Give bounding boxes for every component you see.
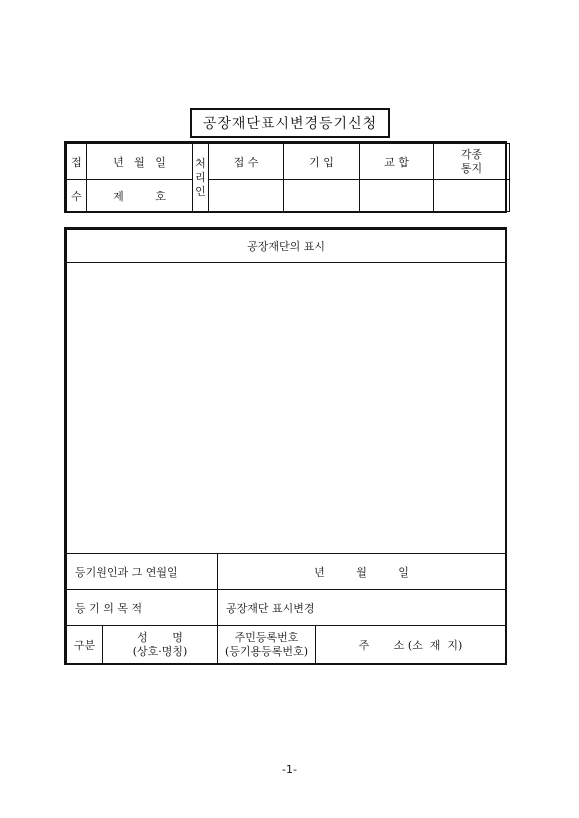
- name-header: 성 명 (상호·명칭): [103, 626, 218, 664]
- receipt-table: [64, 141, 507, 213]
- receipt-jeopsu: 접 수: [209, 144, 284, 180]
- purpose-value: 공장재단 표시변경: [218, 590, 506, 626]
- purpose-label: 등 기 의 목 적: [67, 590, 218, 626]
- receipt-gyohap-cell[interactable]: [360, 180, 434, 212]
- cause-date-label: 등기원인과 그 연월일: [67, 554, 218, 590]
- receipt-giip: 기 입: [284, 144, 360, 180]
- form-title: [190, 108, 390, 138]
- cause-date-value[interactable]: 년 월 일: [218, 554, 506, 590]
- receipt-gakjong-cell[interactable]: [434, 180, 510, 212]
- application-table: [64, 227, 507, 665]
- form-title-text: 공장재단표시변경등기신청: [202, 116, 378, 132]
- receipt-giip-cell[interactable]: [284, 180, 360, 212]
- page-number: -1-: [282, 763, 297, 776]
- idno-header: 주민등록번호 (등기용등록번호): [218, 626, 316, 664]
- receipt-cheoriin: 처 리 인: [193, 144, 209, 212]
- address-header: 주 소 (소 재 지): [316, 626, 506, 664]
- display-header: 공장재단의 표시: [67, 230, 506, 263]
- receipt-gakjong: 각종 통지: [434, 144, 510, 180]
- receipt-jeopsu-cell[interactable]: [209, 180, 284, 212]
- receipt-date-label: 년 월 일: [87, 144, 193, 180]
- receipt-number-label: 제 호: [87, 180, 193, 212]
- receipt-gyohap: 교 합: [360, 144, 434, 180]
- gubun-header: 구분: [67, 626, 103, 664]
- display-content-area[interactable]: [67, 263, 506, 554]
- receipt-su: 수: [67, 180, 87, 212]
- receipt-jeop: 접: [67, 144, 87, 180]
